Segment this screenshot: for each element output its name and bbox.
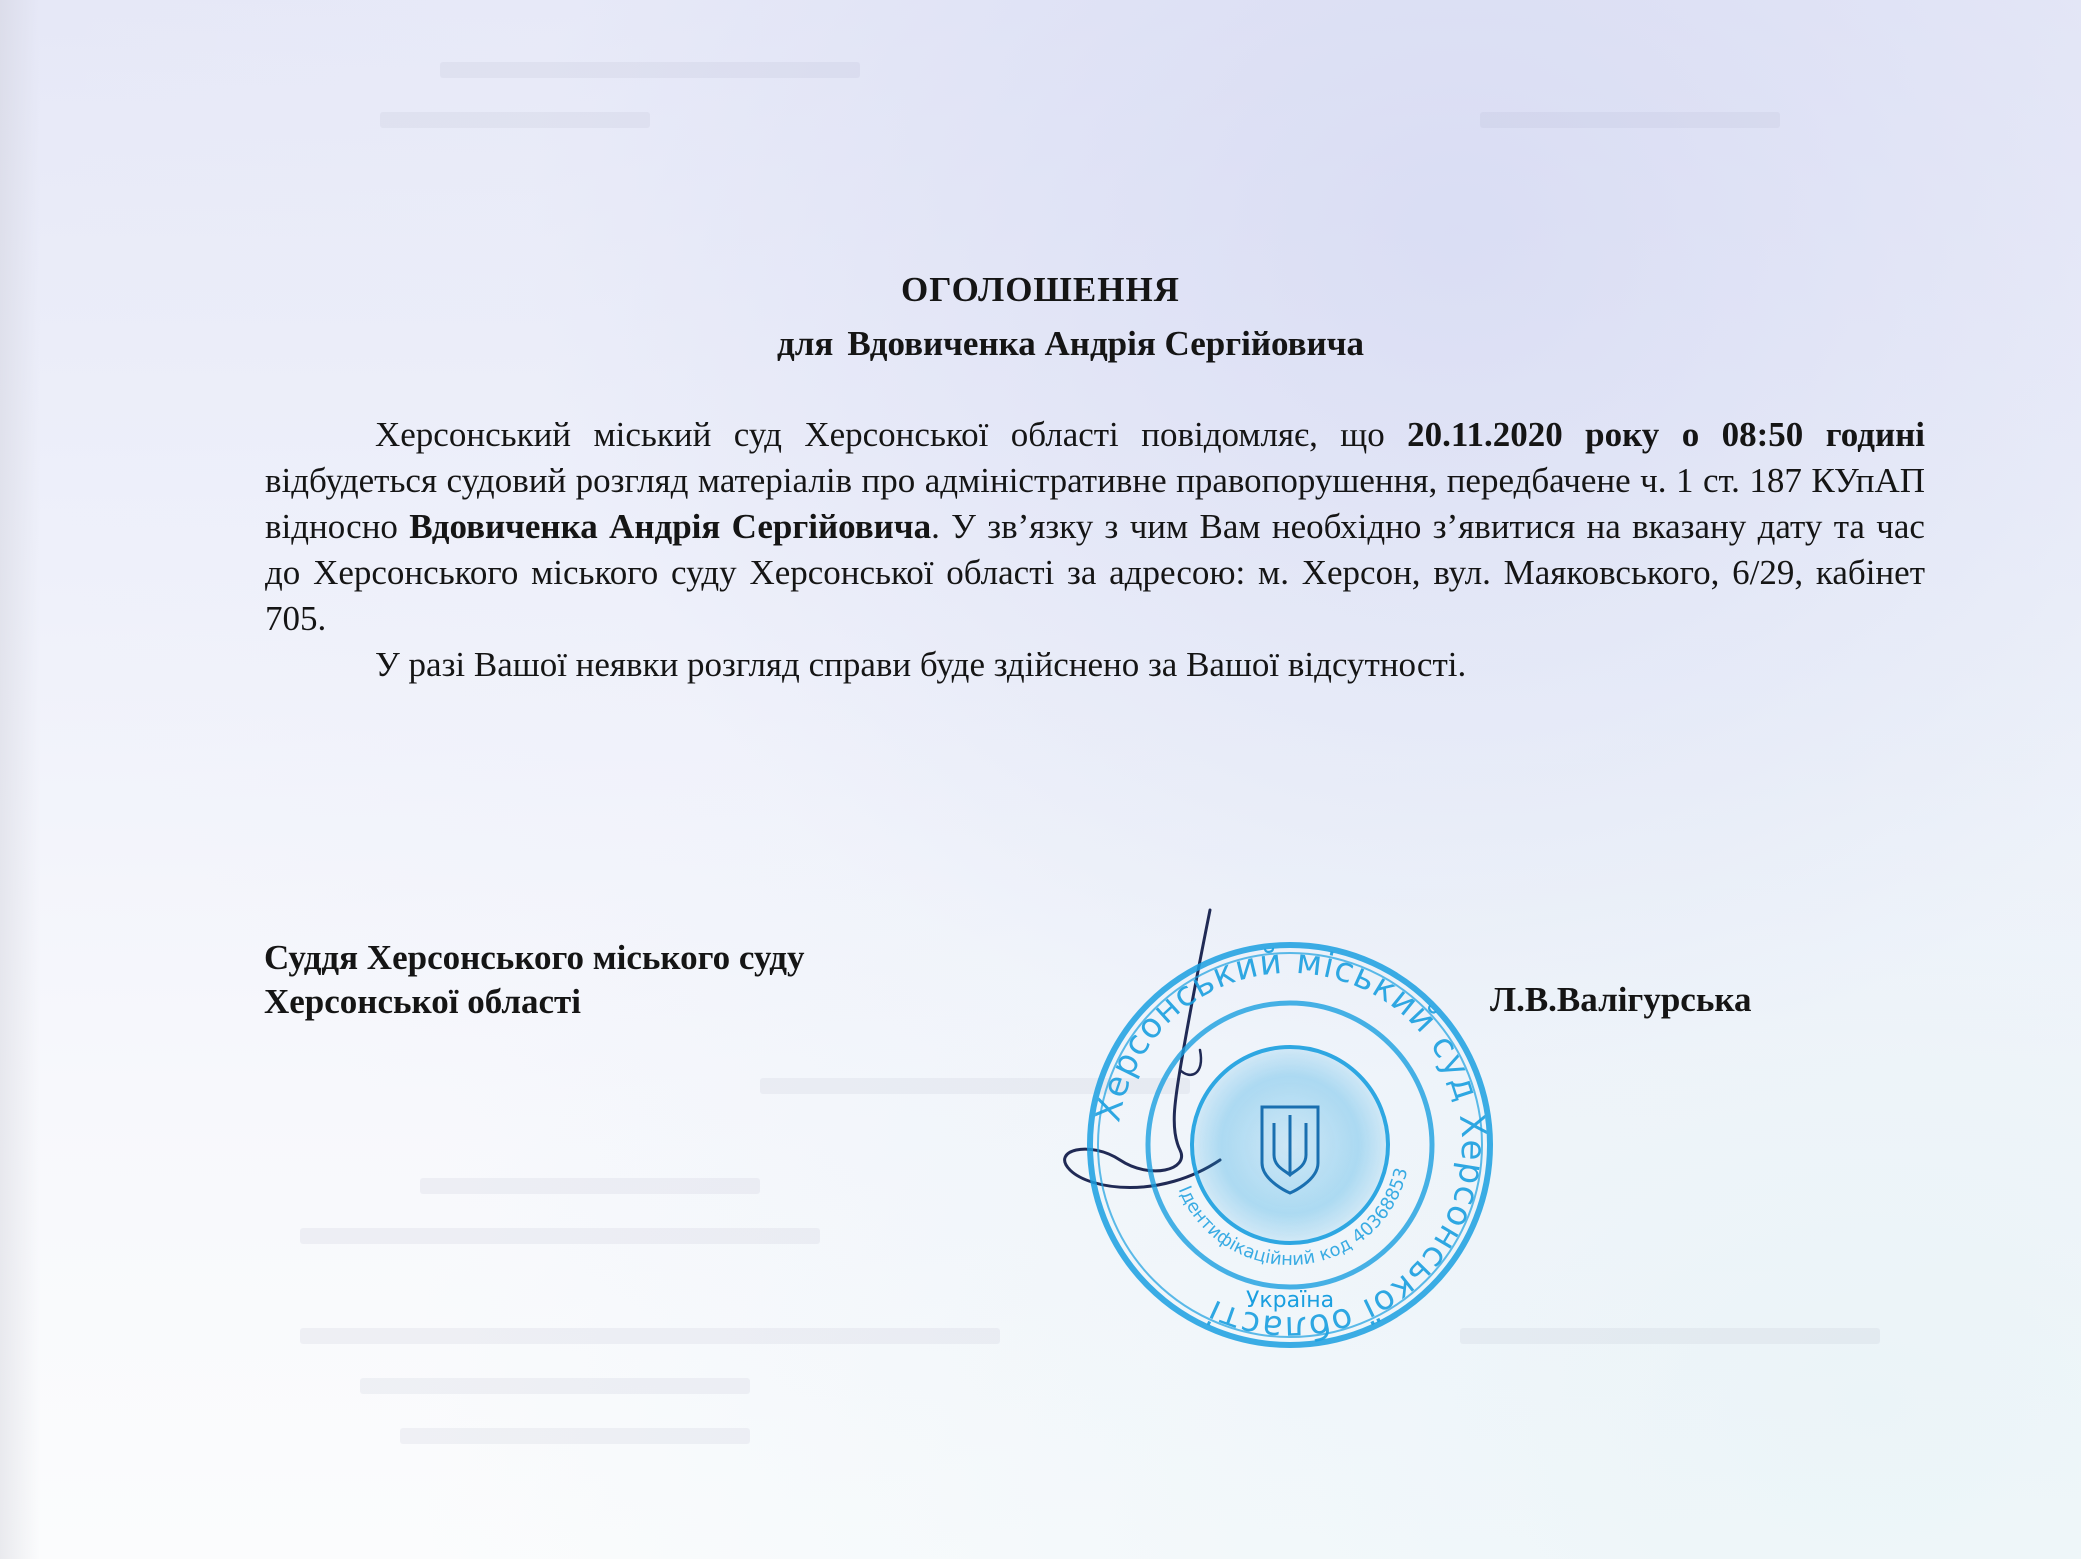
bleed-through-line — [300, 1328, 1000, 1344]
notice-paragraph-warning: У разі Вашої неявки розгляд справи буде здійснено за Вашої відсутності. — [375, 645, 1467, 684]
bleed-through-line — [1480, 112, 1780, 128]
stamp-outer-text: Херсонський міський суд Херсонської області — [1088, 941, 1494, 1349]
hearing-date-time: 20.11.2020 року о 08:50 годині — [1407, 415, 1925, 454]
signer-position — [264, 936, 804, 1024]
bleed-through-line — [300, 1228, 820, 1244]
bleed-through-line — [1460, 1328, 1880, 1344]
bleed-through-line — [420, 1178, 760, 1194]
subtitle-prefix: для — [777, 324, 834, 363]
bleed-through-line — [360, 1378, 750, 1394]
bleed-through-line — [400, 1428, 750, 1444]
notice-paragraph-main — [265, 412, 1925, 642]
signer-position-line-1: Суддя Херсонського міського суду — [264, 938, 805, 977]
paragraph-text: Херсонський міський суд Херсонської області повідомляє, що — [375, 415, 1408, 454]
subtitle-name: Вдовиченка Андрія Сергійовича — [847, 324, 1364, 363]
notice-subtitle — [0, 324, 2081, 364]
page-edge-shadow — [0, 0, 40, 1559]
notice-title: ОГОЛОШЕННЯ — [901, 270, 1180, 309]
defendant-name: Вдовиченка Андрія Сергійовича — [409, 507, 932, 546]
paragraph-text: відбудеться судовий розгляд матеріалів про адміністративне правопорушення, передбачене ч. 1 ст. 187 КУпАП відносно — [265, 461, 1925, 546]
stamp-inner-text: Ідентифікаційний код 40368853 — [1173, 1165, 1413, 1271]
bleed-through-line — [440, 62, 860, 78]
notice-body — [265, 412, 1925, 688]
signer-name: Л.В.Валігурська — [1490, 980, 1752, 1019]
signer-position-line-2: Херсонської області — [264, 982, 581, 1021]
court-stamp — [1080, 935, 1500, 1355]
bleed-through-line — [380, 112, 650, 128]
stamp-bottom-text: Україна — [1245, 1288, 1335, 1313]
paragraph-text: . У зв’язку з чим Вам необхідно з’явитися на вказану дату та час до Херсонського міського суду Херсонської області за адресою: м. Херсон, вул. Маяковського, 6/29, кабінет 705. — [265, 507, 1925, 638]
